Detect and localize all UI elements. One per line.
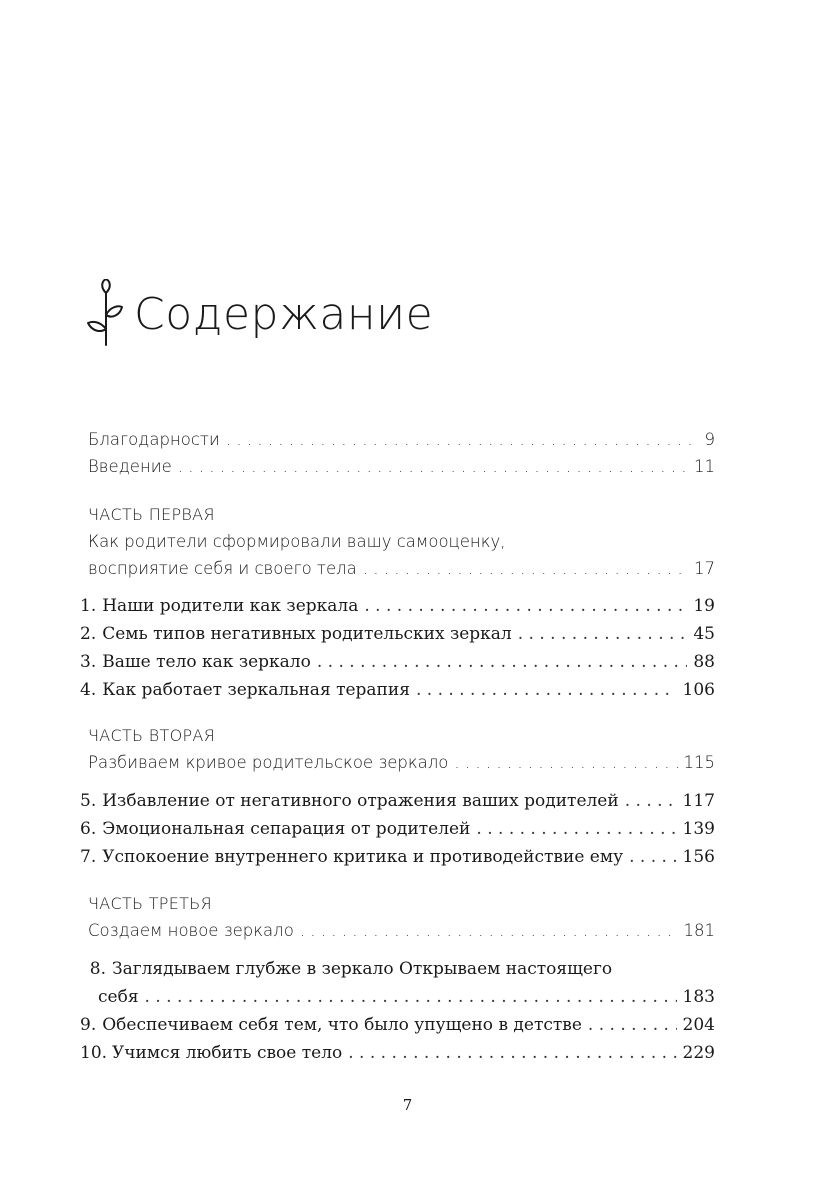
dot-leader (145, 987, 677, 1007)
toc-entry-label: восприятие себя и своего тела (88, 559, 357, 578)
toc-entry-label: Обеспечиваем себя тем, что было упущено в детстве (102, 1015, 582, 1035)
dot-leader (629, 847, 676, 867)
chapter-number: 9. (80, 1015, 97, 1035)
part-heading-label: ЧАСТЬ ТРЕТЬЯ (88, 894, 212, 913)
toc-entry[interactable] (80, 680, 715, 708)
toc-entry[interactable] (80, 1015, 715, 1043)
dot-leader (416, 680, 677, 700)
leaf-icon (86, 279, 126, 349)
dot-leader (476, 819, 676, 839)
toc-entry-label: Создаем новое зеркало (88, 921, 294, 940)
part-heading (88, 505, 715, 533)
toc-entry[interactable] (80, 1043, 715, 1071)
toc-heading (86, 274, 433, 354)
dot-leader (588, 1015, 677, 1035)
chapter-number: 3. (80, 652, 97, 672)
toc-entry-label: Учимся любить свое тело (112, 1043, 343, 1063)
toc-entry-page: 45 (693, 624, 715, 644)
toc-entry-label: Избавление от негативного отражения ваших родителей (102, 791, 619, 811)
toc-entry-label: Разбиваем кривое родительское зеркало (88, 753, 449, 772)
toc-entry-page: 117 (682, 791, 715, 811)
chapter-number: 4. (80, 680, 97, 700)
dot-leader (364, 596, 687, 616)
dot-leader (454, 753, 677, 772)
toc-entry-label: Заглядываем глубже в зеркало Открываем настоящего (112, 959, 613, 979)
toc-entry[interactable] (80, 596, 715, 624)
toc-entry-label: Как работает зеркальная терапия (102, 680, 410, 700)
part-heading (88, 894, 715, 922)
dot-leader (178, 457, 688, 476)
toc-entry-page: 139 (682, 819, 715, 839)
toc-entry-page: 183 (682, 987, 715, 1007)
toc-entry[interactable] (88, 753, 715, 781)
dot-leader (317, 652, 688, 672)
toc-entry-page: 181 (683, 921, 715, 940)
toc-entry-label: Введение (88, 457, 172, 476)
part-heading-label: ЧАСТЬ ПЕРВАЯ (88, 505, 215, 524)
toc-entry-page: 11 (694, 457, 715, 476)
toc-entry[interactable] (80, 987, 715, 1015)
toc-entry-label: Наши родители как зеркала (102, 596, 359, 616)
toc-entry[interactable] (80, 624, 715, 652)
toc-entry-page: 204 (682, 1015, 715, 1035)
toc-entry-label: Семь типов негативных родительских зеркал (102, 624, 512, 644)
toc-entry-label: себя (98, 987, 139, 1007)
chapter-number: 2. (80, 624, 97, 644)
part-subtitle-line: Как родители сформировали вашу самооценку, (88, 532, 506, 551)
toc-entry-page: 19 (693, 596, 715, 616)
chapter-number: 7. (80, 847, 97, 867)
toc-entry[interactable] (80, 847, 715, 875)
part-subtitle (88, 532, 715, 560)
dot-leader (348, 1043, 676, 1063)
toc-entry[interactable] (88, 559, 715, 587)
toc-entry-label: Ваше тело как зеркало (102, 652, 311, 672)
toc-entry-page: 156 (682, 847, 715, 867)
toc-entry[interactable] (88, 921, 715, 949)
toc-entry-page: 88 (693, 652, 715, 672)
toc-entry-label: Эмоциональная сепарация от родителей (102, 819, 471, 839)
toc-entry-page: 229 (682, 1043, 715, 1063)
toc-entry-page: 9 (704, 430, 715, 449)
part-heading-label: ЧАСТЬ ВТОРАЯ (88, 726, 216, 745)
page-number: 7 (402, 1096, 413, 1114)
part-heading (88, 726, 715, 754)
dot-leader (363, 559, 688, 578)
toc-entry[interactable] (80, 791, 715, 819)
toc-entry[interactable] (80, 819, 715, 847)
toc-entry-label: Успокоение внутреннего критика и противодействие ему (102, 847, 624, 867)
page-title: Содержание (134, 288, 434, 340)
chapter-number: 8. (89, 959, 106, 979)
chapter-number: 10. (80, 1043, 108, 1063)
dot-leader (226, 430, 699, 449)
chapter-number: 1. (80, 596, 97, 616)
dot-leader (300, 921, 678, 940)
dot-leader (518, 624, 688, 644)
toc-entry-page: 115 (683, 753, 715, 772)
toc-entry-page: 106 (682, 680, 715, 700)
chapter-number: 5. (80, 791, 97, 811)
dot-leader (625, 791, 677, 811)
toc-entry[interactable] (88, 457, 715, 485)
toc-entry[interactable] (80, 652, 715, 680)
toc-entry-label: Благодарности (88, 430, 220, 449)
toc-entry-page: 17 (694, 559, 715, 578)
chapter-number: 6. (80, 819, 97, 839)
toc-entry[interactable] (88, 430, 715, 458)
toc-entry-line[interactable] (80, 959, 715, 987)
